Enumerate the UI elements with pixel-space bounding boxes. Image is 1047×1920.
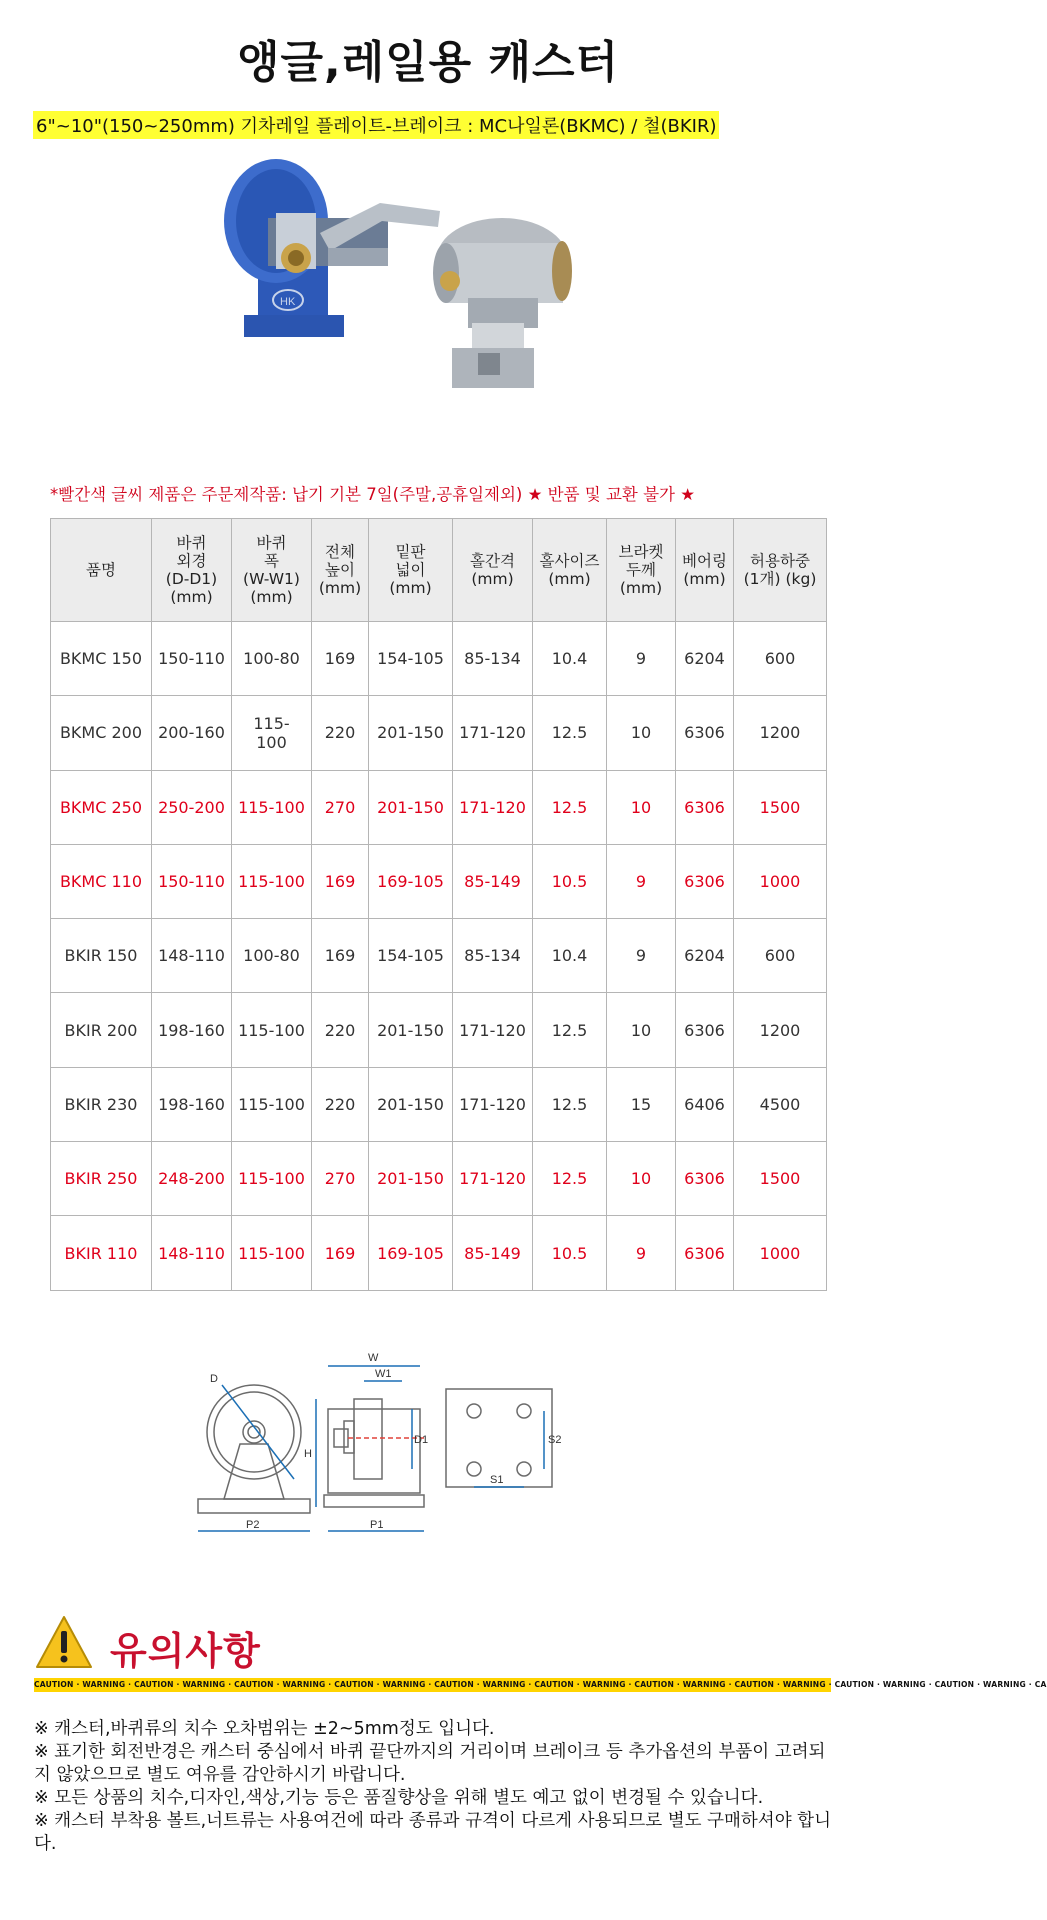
product-name-cell: BKIR 230 (51, 1067, 152, 1141)
table-cell: 6306 (676, 844, 734, 918)
table-cell: 169-105 (369, 1216, 453, 1290)
table-cell: 6306 (676, 770, 734, 844)
table-cell: 6306 (676, 993, 734, 1067)
table-cell: 201-150 (369, 1142, 453, 1216)
table-header-cell: 전체 높이 (mm) (312, 519, 369, 622)
table-row (51, 993, 827, 1067)
label-p1: P1 (370, 1519, 384, 1531)
table-cell: 150-110 (152, 844, 232, 918)
table-cell: 220 (312, 993, 369, 1067)
table-cell: 270 (312, 1142, 369, 1216)
table-cell: 250-200 (152, 770, 232, 844)
table-cell: 154-105 (369, 622, 453, 696)
table-cell: 171-120 (453, 696, 533, 770)
table-cell: 4500 (734, 1067, 827, 1141)
table-cell: 169 (312, 844, 369, 918)
table-row (51, 696, 827, 770)
plate-view-drawing (446, 1389, 552, 1487)
table-header-cell: 바퀴 외경 (D-D1) (mm) (152, 519, 232, 622)
table-cell: 6204 (676, 919, 734, 993)
dimension-diagram (188, 1349, 618, 1539)
table-cell: 115- 100 (232, 696, 312, 770)
table-row (51, 770, 827, 844)
table-cell: 10 (607, 696, 676, 770)
spec-table (50, 518, 827, 1291)
table-cell: 6306 (676, 1142, 734, 1216)
table-cell: 115-100 (232, 993, 312, 1067)
table-cell: 115-100 (232, 1216, 312, 1290)
table-cell: 171-120 (453, 993, 533, 1067)
table-cell: 198-160 (152, 1067, 232, 1141)
table-header-cell: 허용하중 (1개) (kg) (734, 519, 827, 622)
label-d1: D1 (414, 1434, 429, 1446)
label-w: W (368, 1352, 379, 1364)
table-cell: 148-110 (152, 919, 232, 993)
table-cell: 169 (312, 1216, 369, 1290)
product-name-cell: BKIR 110 (51, 1216, 152, 1290)
table-cell: 171-120 (453, 770, 533, 844)
table-cell: 85-149 (453, 1216, 533, 1290)
product-name-cell: BKMC 110 (51, 844, 152, 918)
notes-list (34, 1718, 834, 1856)
table-cell: 85-134 (453, 622, 533, 696)
table-row (51, 622, 827, 696)
label-s1: S1 (490, 1474, 504, 1486)
table-cell: 201-150 (369, 696, 453, 770)
table-cell: 169 (312, 622, 369, 696)
product-name-cell: BKIR 150 (51, 919, 152, 993)
table-cell: 9 (607, 919, 676, 993)
table-row (51, 919, 827, 993)
caution-tape: CAUTION · WARNING · CAUTION · WARNING · CAUTION · WARNING · CAUTION · WARNING · CAUTION · WARNING · CAUTION · WARNING · CAUTION · WARNING · CAUTION · WARNING · CAUTION · WARNING · CAUTION · WARNING · CA (34, 1678, 831, 1692)
table-header-cell: 홀사이즈 (mm) (533, 519, 607, 622)
table-cell: 115-100 (232, 844, 312, 918)
table-cell: 1200 (734, 696, 827, 770)
table-header-cell: 밑판 넓이 (mm) (369, 519, 453, 622)
table-cell: 201-150 (369, 993, 453, 1067)
table-cell: 200-160 (152, 696, 232, 770)
blue-caster-image (224, 159, 440, 337)
table-cell: 201-150 (369, 1067, 453, 1141)
label-p2: P2 (246, 1519, 260, 1531)
table-cell: 10 (607, 993, 676, 1067)
table-cell: 115-100 (232, 1142, 312, 1216)
table-cell: 12.5 (533, 1142, 607, 1216)
front-view-drawing (316, 1366, 424, 1531)
table-cell: 9 (607, 1216, 676, 1290)
table-cell: 1200 (734, 993, 827, 1067)
label-s2: S2 (548, 1434, 562, 1446)
table-header-cell: 브라켓 두께 (mm) (607, 519, 676, 622)
caution-title: 유의사항 (110, 1629, 261, 1673)
table-cell: 12.5 (533, 696, 607, 770)
table-cell: 1500 (734, 770, 827, 844)
product-name-cell: BKIR 250 (51, 1142, 152, 1216)
table-cell: 220 (312, 1067, 369, 1141)
table-cell: 12.5 (533, 1067, 607, 1141)
table-header-row (51, 519, 827, 622)
table-cell: 100-80 (232, 919, 312, 993)
table-cell: 12.5 (533, 993, 607, 1067)
table-header-cell: 바퀴 폭 (W-W1) (mm) (232, 519, 312, 622)
table-cell: 85-149 (453, 844, 533, 918)
note-item: ※ 캐스터 부착용 볼트,너트류는 사용여건에 따라 종류과 규격이 다르게 사용되므로 별도 구매하셔야 합니다. (34, 1811, 831, 1854)
table-cell: 1500 (734, 1142, 827, 1216)
table-row (51, 1216, 827, 1290)
table-row (51, 1067, 827, 1141)
table-cell: 6406 (676, 1067, 734, 1141)
table-cell: 154-105 (369, 919, 453, 993)
table-cell: 198-160 (152, 993, 232, 1067)
table-cell: 100-80 (232, 622, 312, 696)
table-cell: 600 (734, 622, 827, 696)
table-cell: 201-150 (369, 770, 453, 844)
caster-product-photo (210, 163, 620, 453)
table-cell: 171-120 (453, 1067, 533, 1141)
table-header-cell: 홀간격 (mm) (453, 519, 533, 622)
table-cell: 10.5 (533, 844, 607, 918)
table-row (51, 1142, 827, 1216)
table-cell: 220 (312, 696, 369, 770)
steel-caster-image (433, 218, 572, 388)
note-item: ※ 모든 상품의 치수,디자인,색상,기능 등은 품질향상을 위해 별도 예고 없이 변경될 수 있습니다. (34, 1788, 764, 1808)
table-cell: 12.5 (533, 770, 607, 844)
table-cell: 10 (607, 770, 676, 844)
label-d: D (210, 1373, 218, 1385)
label-h: H (304, 1448, 312, 1460)
table-cell: 9 (607, 844, 676, 918)
table-header-cell: 베어링 (mm) (676, 519, 734, 622)
table-header-cell: 품명 (51, 519, 152, 622)
table-cell: 15 (607, 1067, 676, 1141)
table-cell: 150-110 (152, 622, 232, 696)
table-cell: 10.4 (533, 919, 607, 993)
table-cell: 10 (607, 1142, 676, 1216)
product-name-cell: BKMC 200 (51, 696, 152, 770)
table-cell: 6204 (676, 622, 734, 696)
table-cell: 115-100 (232, 770, 312, 844)
order-notice: *빨간색 글씨 제품은 주문제작품: 납기 기본 7일(주말,공휴일제외) ★ 반품 및 교환 불가 ★ (50, 485, 695, 504)
table-cell: 85-134 (453, 919, 533, 993)
table-cell: 9 (607, 622, 676, 696)
table-cell: 270 (312, 770, 369, 844)
table-cell: 115-100 (232, 1067, 312, 1141)
table-cell: 169-105 (369, 844, 453, 918)
hk-logo: HK (280, 296, 296, 308)
table-row (51, 844, 827, 918)
note-item: ※ 캐스터,바퀴류의 치수 오차범위는 ±2~5mm정도 입니다. (34, 1719, 495, 1739)
product-name-cell: BKMC 250 (51, 770, 152, 844)
table-cell: 6306 (676, 696, 734, 770)
table-cell: 10.4 (533, 622, 607, 696)
page-subtitle: 6"~10"(150~250mm) 기차레일 플레이트-브레이크 : MC나일론(BKMC) / 철(BKIR) (33, 111, 719, 139)
table-cell: 600 (734, 919, 827, 993)
table-cell: 148-110 (152, 1216, 232, 1290)
table-cell: 248-200 (152, 1142, 232, 1216)
table-cell: 6306 (676, 1216, 734, 1290)
table-cell: 169 (312, 919, 369, 993)
note-item: ※ 표기한 회전반경은 캐스터 중심에서 바퀴 끝단까지의 거리이며 브레이크 등 추가옵션의 부품이 고려되지 않았으므로 별도 여유를 감안하시기 바랍니다. (34, 1742, 826, 1785)
label-w1: W1 (375, 1368, 392, 1380)
page-title: 앵글,레일용 캐스터 (236, 37, 620, 88)
table-cell: 10.5 (533, 1216, 607, 1290)
side-view-drawing (198, 1385, 310, 1531)
table-cell: 1000 (734, 844, 827, 918)
product-name-cell: BKMC 150 (51, 622, 152, 696)
table-cell: 171-120 (453, 1142, 533, 1216)
product-name-cell: BKIR 200 (51, 993, 152, 1067)
table-cell: 1000 (734, 1216, 827, 1290)
